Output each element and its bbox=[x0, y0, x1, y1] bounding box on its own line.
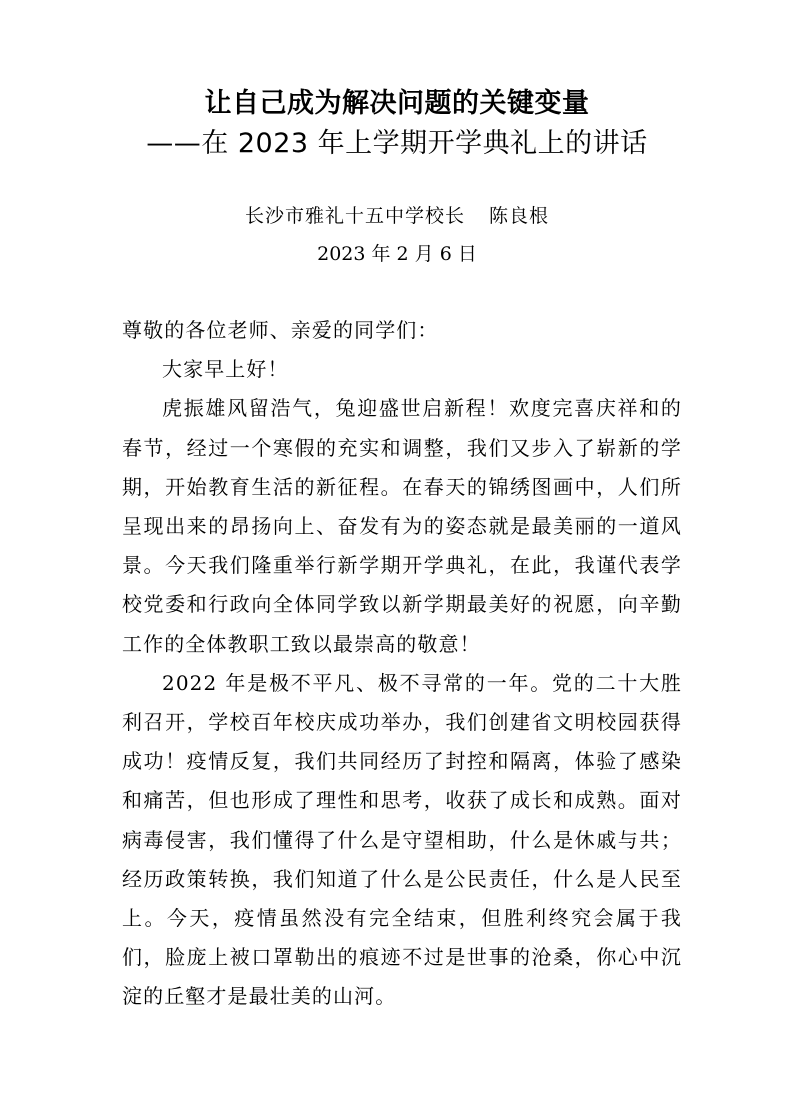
paragraph: 虎振雄风留浩气，兔迎盛世启新程！欢度完喜庆祥和的春节，经过一个寒假的充实和调整，我们又步入了崭新的学期，开始教育生活的新征程。在春天的锦绣图画中，人们所呈现出来的昂扬向上、奋发有为的姿态就是最美丽的一道风景。今天我们隆重举行新学期开学典礼，在此，我谨代表学校党委和行政向全体同学致以新学期最美好的祝愿，向辛勤工作的全体教职工致以最崇高的敬意！ bbox=[122, 396, 682, 656]
greeting: 大家早上好！ bbox=[162, 357, 289, 382]
document-subtitle: ——在 2023 年上学期开学典礼上的讲话 bbox=[146, 128, 648, 159]
paragraph: 2022 年是极不平凡、极不寻常的一年。党的二十大胜利召开，学校百年校庆成功举办，我们创建省文明校园获得成功！疫情反复，我们共同经历了封控和隔离，体验了感染和痛苦，但也形成了理性和思考，收获了成长和成熟。面对病毒侵害，我们懂得了什么是守望相助，什么是休戚与共；经历政策转换，我们知道了什么是公民责任，什么是人民至上。今天，疫情虽然没有完全结束，但胜利终究会属于我们，脸庞上被口罩勒出的痕迹不过是世事的沧桑，你心中沉淀的丘壑才是最壮美的山河。 bbox=[122, 670, 682, 1009]
speech-date: 2023 年 2 月 6 日 bbox=[317, 243, 477, 265]
author-position: 长沙市雅礼十五中学校长 bbox=[244, 205, 465, 227]
speech-body bbox=[122, 311, 682, 1017]
salutation: 尊敬的各位老师、亲爱的同学们： bbox=[122, 318, 439, 342]
author-name: 陈良根 bbox=[489, 205, 550, 227]
document-title: 让自己成为解决问题的关键变量 bbox=[204, 88, 590, 119]
author-line bbox=[0, 200, 794, 232]
